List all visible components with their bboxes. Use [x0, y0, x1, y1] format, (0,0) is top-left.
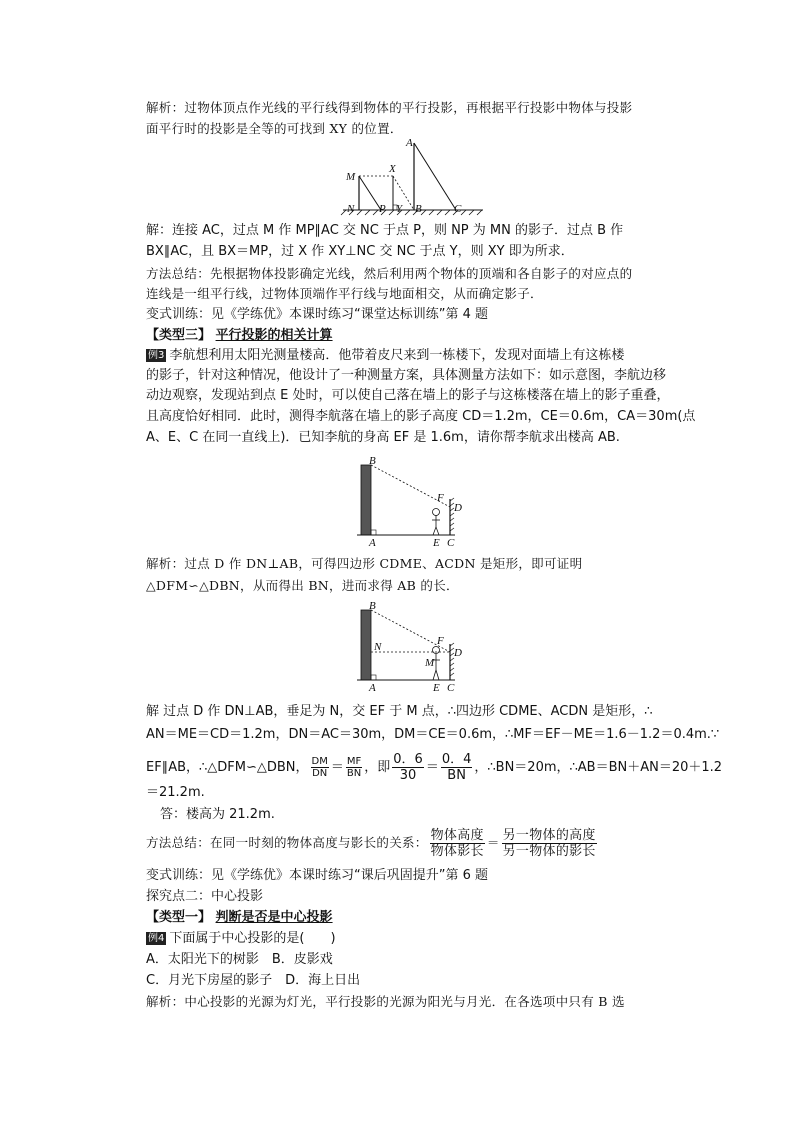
label-B: B: [415, 203, 422, 215]
analysis-line: 面平行时的投影是全等的可找到 XY 的位置．: [146, 121, 403, 136]
fraction-denominator: 30: [399, 768, 417, 783]
solution-line: ＝21.2m.: [146, 785, 205, 800]
label-X: X: [389, 163, 396, 175]
type-heading-title: 平行投影的相关计算: [215, 328, 333, 343]
problem-line: 且高度恰好相同．此时，测得李航落在墙上的影子高度 CD＝1.2m，CE＝0.6m，CA＝30m(点: [146, 409, 696, 424]
method-summary-line: 方法总结：在同一时刻的物体高度与影长的关系： $\frac{\text{物体高度}}{\text{物体影长}}$ ＝ $\frac{\text{另一物体的高度}}{\text{另一物体的影长}}$: [146, 828, 596, 859]
label-A: A: [369, 682, 376, 692]
solution-line: 解：连接 AC，过点 M 作 MP∥AC 交 NC 于点 P，则 NP 为 MN 的影子．过点 B 作: [146, 223, 624, 238]
solution-line: AN＝ME＝CD＝1.2m，DN＝AC＝30m，DM＝CE＝0.6m，∴MF＝EF－ME＝1.6－1.2＝0.4m.∵: [146, 727, 720, 742]
fraction-numerator: 另一物体的高度: [502, 828, 596, 843]
label-C: C: [447, 537, 455, 547]
method-summary-text: 方法总结：在同一时刻的物体高度与影长的关系：: [146, 835, 428, 850]
fraction-values-2: [441, 752, 473, 783]
label-B: B: [369, 600, 376, 612]
fraction-numerator: MF: [346, 756, 362, 767]
fraction-denominator: BN: [447, 768, 466, 783]
solution-text: ，即: [364, 760, 391, 775]
label-N: N: [374, 641, 382, 653]
options-line: C．月光下房屋的影子 D．海上日出: [146, 973, 361, 988]
label-E: E: [433, 682, 440, 692]
solution-line: BX∥AC，且 BX＝MP，过 X 作 XY⊥NC 交 NC 于点 Y，则 XY 即为所求．: [146, 244, 574, 259]
fraction-denominator: 物体影长: [430, 844, 484, 859]
variant-training: 变式训练：见《学练优》本课时练习“课堂达标训练”第 4 题: [146, 307, 489, 322]
label-N: N: [347, 203, 355, 215]
analysis-line: 解析：中心投影的光源为灯光，平行投影的光源为阳光与月光．在各选项中只有 B 选: [146, 994, 625, 1009]
label-D: D: [454, 647, 462, 659]
label-C: C: [454, 203, 462, 215]
question-text: 下面属于中心投影的是( ): [169, 931, 336, 946]
variant-training: 变式训练：见《学练优》本课时练习“课后巩固提升”第 6 题: [146, 868, 489, 883]
analysis-line: 解析：过点 D 作 DN⊥AB，可得四边形 CDME、ACDN 是矩形，即可证明: [146, 556, 583, 571]
type-heading: [146, 327, 333, 345]
figure-building-shadow: [355, 455, 470, 547]
label-B: B: [369, 455, 376, 467]
fraction-mf-bn: [346, 756, 362, 779]
label-D: D: [454, 502, 462, 514]
type-heading-title: 判断是否是中心投影: [215, 910, 333, 925]
problem-line: [146, 347, 624, 365]
analysis-line: △DFM∽△DBN，从而得出 BN，进而求得 AB 的长．: [146, 578, 459, 593]
example-badge: 例4: [148, 933, 165, 944]
label-P: P: [379, 203, 386, 215]
fraction-numerator: 0．6: [393, 752, 423, 767]
fraction-height-shadow: [430, 828, 485, 859]
label-A: A: [369, 537, 376, 547]
solution-line: 解 过点 D 作 DN⊥AB，垂足为 N，交 EF 于 M 点，∴四边形 CDME、ACDN 是矩形，∴: [146, 704, 653, 719]
point-heading: 探究点二：中心投影: [146, 889, 264, 904]
fraction-other-height-shadow: [502, 828, 597, 859]
fraction-values-1: [392, 752, 424, 783]
method-summary-line: 连线是一组平行线，过物体顶端作平行线与地面相交，从而确定影子．: [146, 286, 543, 301]
method-summary-line: 方法总结：先根据物体投影确定光线，然后利用两个物体的顶端和各自影子的对应点的: [146, 266, 633, 281]
problem-line: 的影子，针对这种情况，他设计了一种测量方案，具体测量方法如下：如示意图，李航边移: [146, 368, 667, 383]
solution-text: ，∴BN＝20m，∴AB＝BN＋AN＝20＋1.2: [474, 760, 723, 775]
solution-text: EF∥AB，∴△DFM∽△DBN，: [146, 760, 309, 775]
label-M: M: [346, 171, 356, 183]
question-line: [146, 930, 336, 948]
fraction-denominator: BN: [346, 768, 362, 779]
label-F: F: [437, 492, 444, 504]
fraction-denominator: 另一物体的影长: [502, 844, 596, 859]
analysis-line: 解析：过物体顶点作光线的平行线得到物体的平行投影，再根据平行投影中物体与投影: [146, 100, 633, 115]
options-line: A．太阳光下的树影 B．皮影戏: [146, 952, 333, 967]
label-Y: Y: [396, 203, 403, 215]
fraction-denominator: DN: [312, 768, 328, 779]
figure-building-shadow-auxiliary: [355, 600, 470, 692]
label-A: A: [406, 138, 413, 149]
type-heading-prefix: 【类型一】: [146, 910, 212, 925]
problem-text: 李航想利用太阳光测量楼高．他带着皮尺来到一栋楼下，发现对面墙上有这栋楼: [169, 348, 625, 363]
fraction-numerator: 物体高度: [430, 828, 484, 843]
fraction-numerator: DM: [311, 756, 328, 767]
label-F: F: [437, 635, 444, 647]
label-C: C: [447, 682, 455, 692]
answer-line: 答：楼高为 21.2m.: [160, 807, 275, 822]
example-badge: 例3: [148, 350, 165, 361]
figure-parallel-projection: [338, 138, 488, 220]
problem-line: 动边观察，发现站到点 E 处时，可以使自己落在墙上的影子与这栋楼落在墙上的影子重叠，: [146, 388, 670, 403]
problem-line: A、E、C 在同一直线上)．已知李航的身高 EF 是 1.6m，请你帮李航求出楼高 AB.: [146, 430, 620, 445]
fraction-numerator: 0．4: [441, 752, 472, 767]
label-E: E: [433, 537, 440, 547]
type-heading: [146, 909, 333, 927]
type-heading-prefix: 【类型三】: [146, 328, 212, 343]
fraction-dm-dn: [311, 756, 329, 779]
solution-line: EF∥AB，∴△DFM∽△DBN， $\frac{DM}{DN}$ ＝ $\frac{MF}{BN}$ ，即 $\frac{0.6}{30}$ ＝ $\frac{0.4}{BN}$ ，∴BN＝20m，∴AB＝BN＋AN＝20＋1.2: [146, 752, 723, 783]
label-M: M: [425, 657, 435, 669]
